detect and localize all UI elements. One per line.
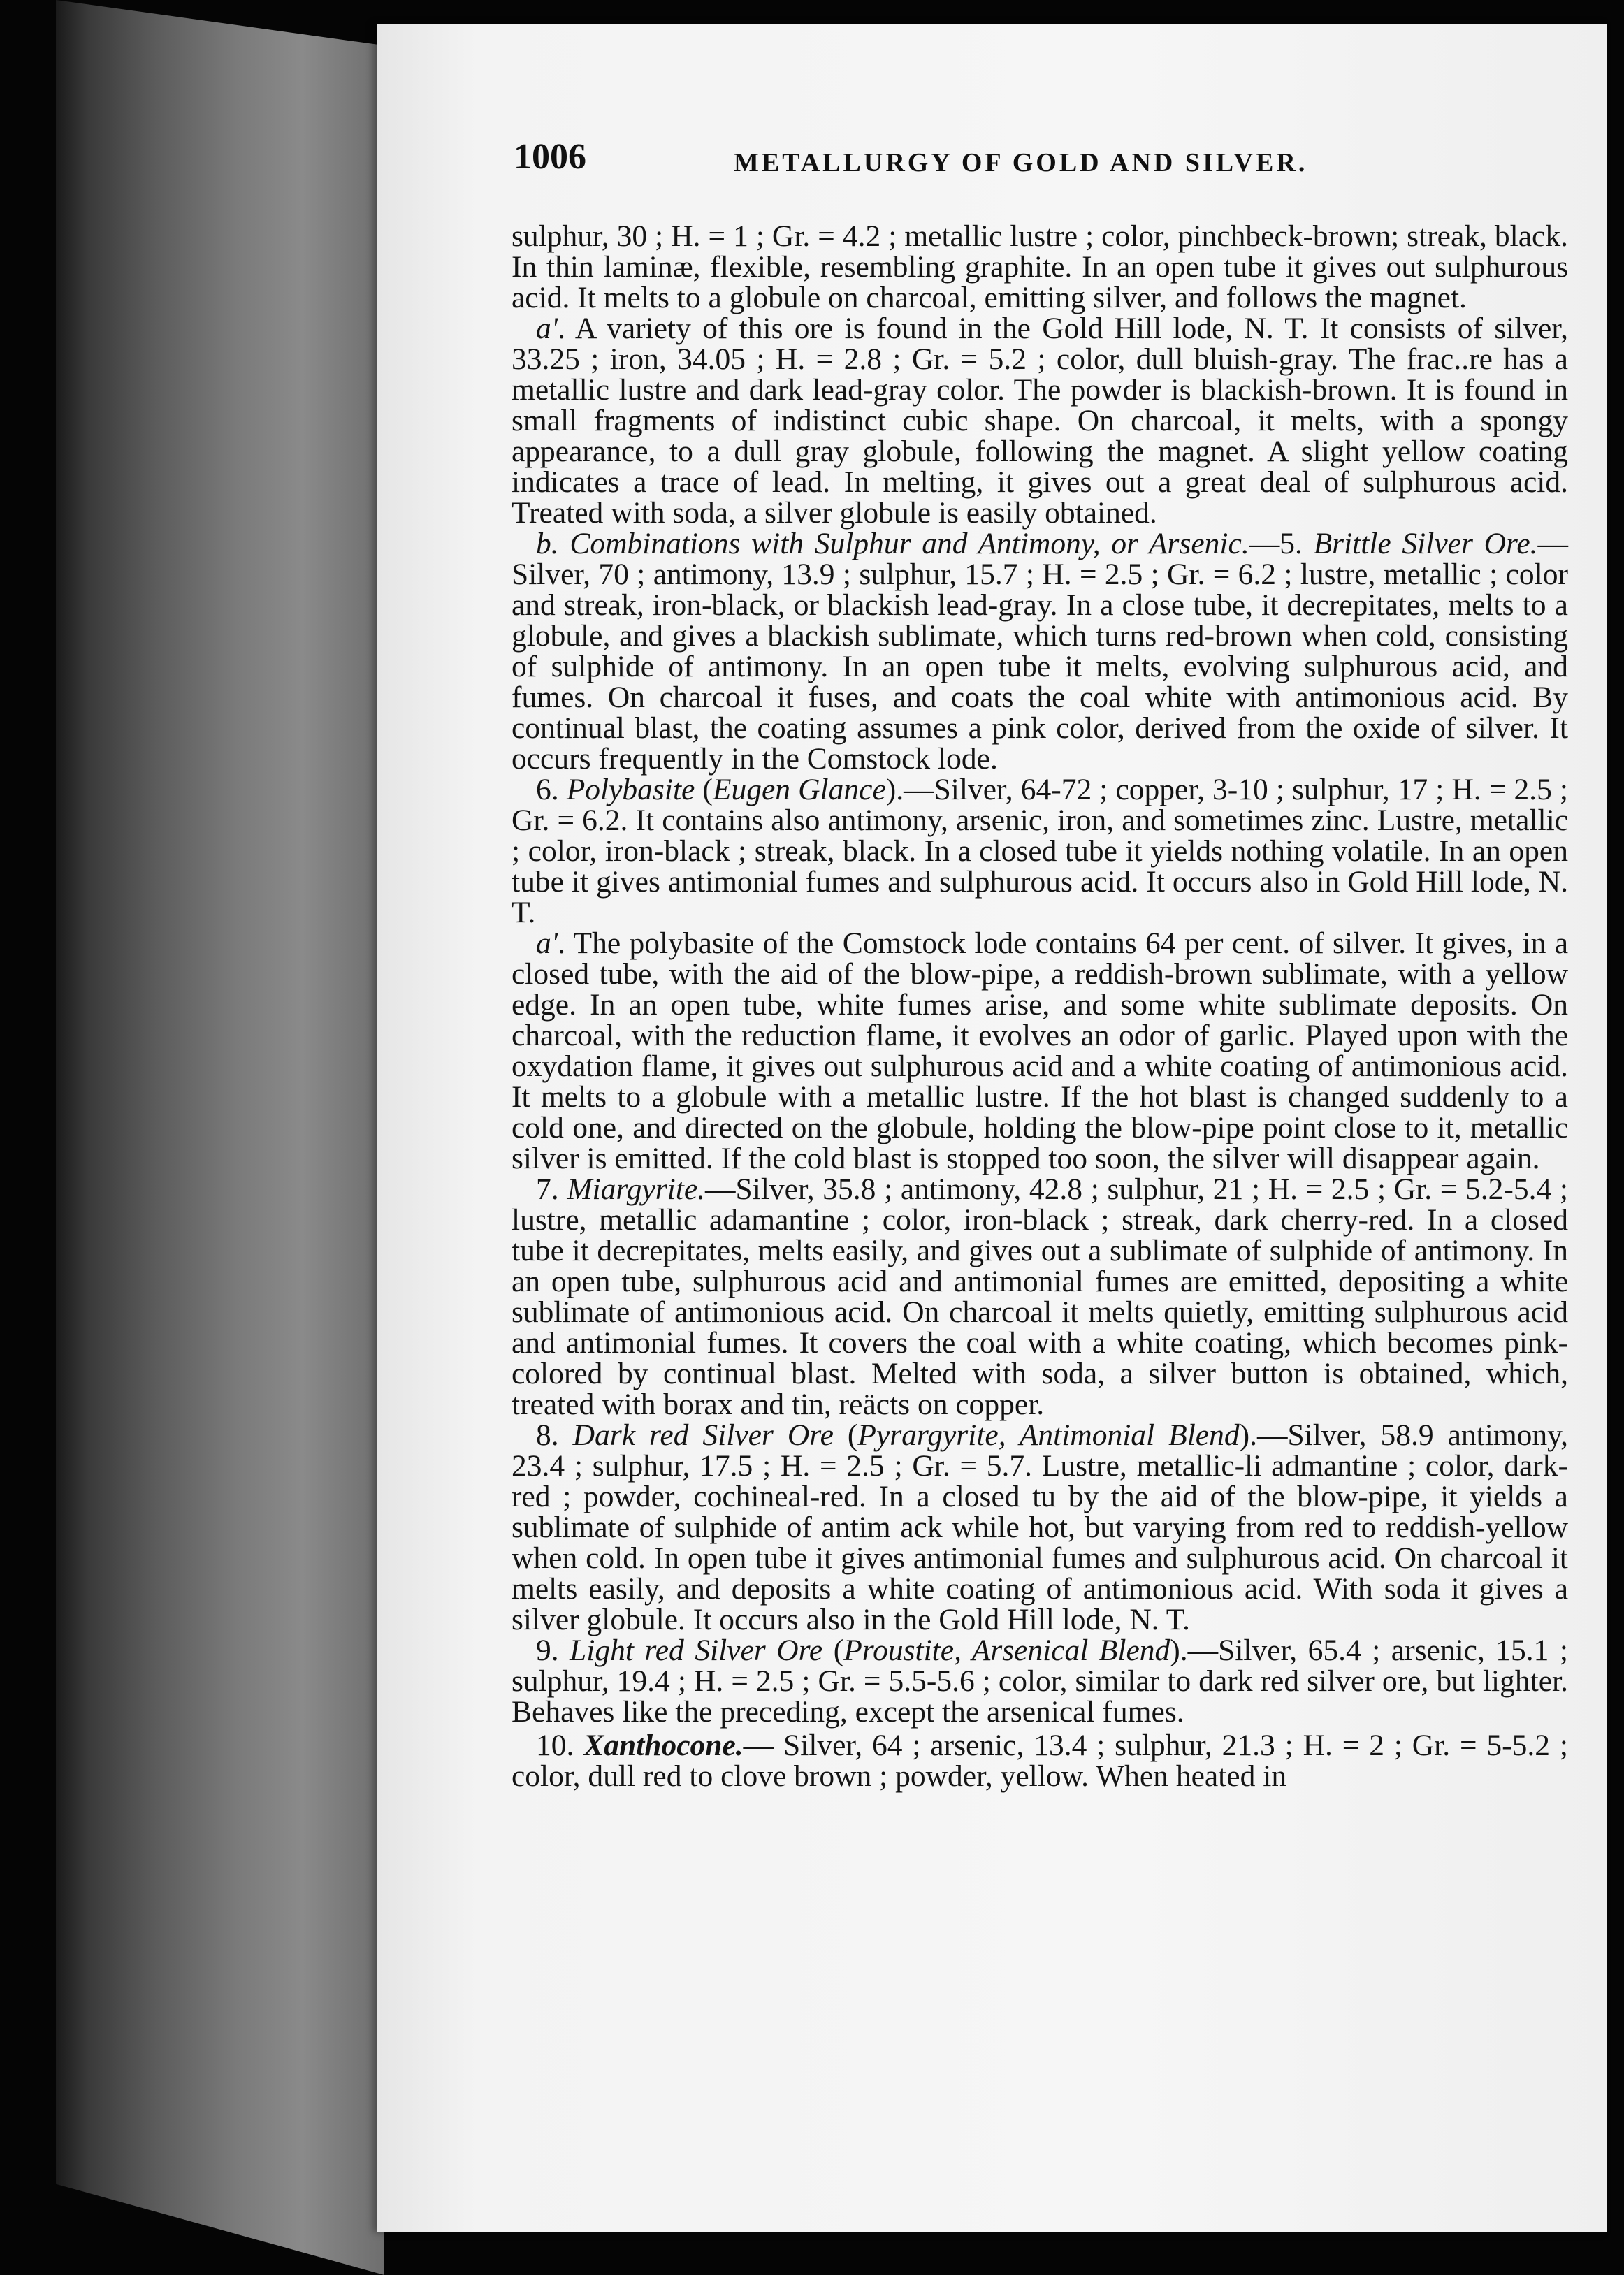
paragraph-polybasite-comstock xyxy=(512,928,1568,1174)
emphasis-text: a' xyxy=(536,312,558,345)
text-run: ).—Silver, 58.9 antimony, 23.4 ; sulphur, 17.5 ; H. = 2.5 ; Gr. = 5.7. Lustre, metallic-li admantine ; color, dark-red ; powder, cochineal-red. In a closed tu by the aid of the blow-pipe, it yields a sublimate of sulphide of antim ack while hot, but varying from red to reddish-yellow when cold. In open tube it gives antimonial fumes and sulphurous acid. On charcoal it melts easily, and deposits a white coating of antimonious acid. With soda it gives a silver globule. It occurs also in the Gold Hill lode, N. T. xyxy=(512,1418,1568,1636)
emphasis-text: Polybasite xyxy=(566,773,695,806)
text-run: — Silver, 64 ; arsenic, 13.4 ; sulphur, 21.3 ; H. = 2 ; Gr. = 5-5.2 ; color, dull red to clove brown ; powder, yellow. When heated in xyxy=(512,1729,1568,1793)
text-run: 8. xyxy=(536,1418,573,1452)
emphasis-text: Xanthocone. xyxy=(583,1729,744,1762)
running-head: METALLURGY OF GOLD AND SILVER. xyxy=(734,148,1308,177)
emphasis-text: Proustite, Arsenical Blend xyxy=(843,1634,1170,1667)
paragraph-miargyrite xyxy=(512,1174,1568,1420)
body-text xyxy=(512,221,1568,1791)
emphasis-text: a' xyxy=(536,926,558,960)
emphasis-text: Miargyrite. xyxy=(567,1172,706,1206)
text-run: ( xyxy=(822,1634,844,1667)
text-run: —Silver, 35.8 ; antimony, 42.8 ; sulphur, 21 ; H. = 2.5 ; Gr. = 5.2-5.4 ; lustre, metallic adamantine ; color, iron-black ; streak, dark cherry-red. In a closed tube it decrepitates, melts easily, and gives out a sublimate of sulphide of antimony. In an open tube, sulphurous acid and antimonial fumes are emitted, depositing a white sublimate of antimonious acid. On charcoal it melts quietly, emitting sulphurous acid and antimonial fumes. It covers the coal with a white coating, which becomes pink-colored by continual blast. Melted with soda, a silver button is obtained, which, treated with borax and tin, reäcts on copper. xyxy=(512,1172,1569,1421)
paragraph-polybasite xyxy=(512,774,1568,928)
paragraph-xanthocone xyxy=(512,1730,1568,1791)
emphasis-text: Pyrargyrite, Antimonial Blend xyxy=(857,1418,1240,1452)
text-run: . A variety of this ore is found in the Gold Hill lode, N. T. It consists of silver, 33.25 ; iron, 34.05 ; H. = 2.8 ; Gr. = 5.2 ; color, dull bluish-gray. The frac..re has a metallic lustre and dark lead-gray color. The powder is blackish-brown. It is found in small fragments of indistinct cubic shape. On charcoal, it melts, with a spongy appearance, to a dull gray globule, following the magnet. A slight yellow coating indicates a trace of lead. In melting, it gives out a great deal of sulphurous acid. Treated with soda, a silver globule is easily obtained. xyxy=(512,312,1568,530)
text-run: . The polybasite of the Comstock lode contains 64 per cent. of silver. It gives, in a closed tube, with the aid of the blow-pipe, a reddish-brown sublimate, with a yellow edge. In an open tube, white fumes arise, and some white sublimate deposits. On charcoal, with the reduction flame, it evolves an odor of garlic. Played upon with the oxydation flame, it gives out sulphurous acid and a white coating of antimonious acid. It melts to a globule with a metallic lustre. If the hot blast is changed suddenly to a cold one, and directed on the globule, holding the blow-pipe point close to it, metallic silver is emitted. If the cold blast is stopped too soon, the silver will disappear again. xyxy=(512,926,1568,1175)
emphasis-text: b. Combinations with Sulphur and Antimony, or Arsenic. xyxy=(536,527,1249,560)
paragraph-light-red-silver-ore xyxy=(512,1635,1568,1727)
text-run: 7. xyxy=(536,1172,567,1206)
text-run: ( xyxy=(695,773,713,806)
emphasis-text: Light red Silver Ore xyxy=(570,1634,823,1667)
page-number: 1006 xyxy=(514,137,586,177)
text-run: —Silver, 70 ; antimony, 13.9 ; sulphur, 15.7 ; H. = 2.5 ; Gr. = 6.2 ; lustre, metallic ; color and streak, iron-black, or blackish lead-gray. In a close tube, it decrepitates, melts to a globule, and gives a blackish sublimate, which turns red-brown when cold, consisting of sulphide of antimony. In an open tube it melts, evolving sulphurous acid, and fumes. On charcoal it fuses, and coats the coal white with antimonious acid. By continual blast, the coating assumes a pink color, derived from the oxide of silver. It occurs frequently in the Comstock lode. xyxy=(512,527,1569,776)
book-page-edges xyxy=(56,0,384,2275)
text-run: 6. xyxy=(536,773,567,806)
text-run: ( xyxy=(833,1418,858,1452)
paragraph-dark-red-silver-ore xyxy=(512,1420,1568,1635)
paragraph-brittle-silver-ore xyxy=(512,528,1568,774)
text-run: 9. xyxy=(536,1634,570,1667)
text-run: sulphur, 30 ; H. = 1 ; Gr. = 4.2 ; metallic lustre ; color, pinchbeck-brown; streak, black. In thin laminæ, flexible, resembling graphite. In an open tube it gives out sulphurous acid. It melts to a globule on charcoal, emitting silver, and follows the magnet. xyxy=(512,219,1568,314)
emphasis-text: Dark red Silver Ore xyxy=(572,1418,834,1452)
paragraph-sulphide-continued xyxy=(512,221,1568,313)
paragraph-variety-gold-hill xyxy=(512,313,1568,528)
emphasis-text: Brittle Silver Ore. xyxy=(1313,527,1538,560)
text-run: 10. xyxy=(536,1729,584,1762)
text-run: ).—Silver, 65.4 ; arsenic, 15.1 ; sulphur, 19.4 ; H. = 2.5 ; Gr. = 5.5-5.6 ; color, similar to dark red silver ore, but lighter. Behaves like the preceding, except the arsenical fumes. xyxy=(512,1634,1568,1729)
text-run: —5. xyxy=(1249,527,1314,560)
text-run: ).—Silver, 64-72 ; copper, 3-10 ; sulphur, 17 ; H. = 2.5 ; Gr. = 6.2. It contains also antimony, arsenic, iron, and sometimes zinc. Lustre, metallic ; color, iron-black ; streak, black. In a closed tube it yields nothing volatile. In an open tube it gives antimonial fumes and sulphurous acid. It occurs also in Gold Hill lode, N. T. xyxy=(512,773,1569,929)
page-header xyxy=(514,136,1408,185)
emphasis-text: Eugen Glance xyxy=(712,773,886,806)
